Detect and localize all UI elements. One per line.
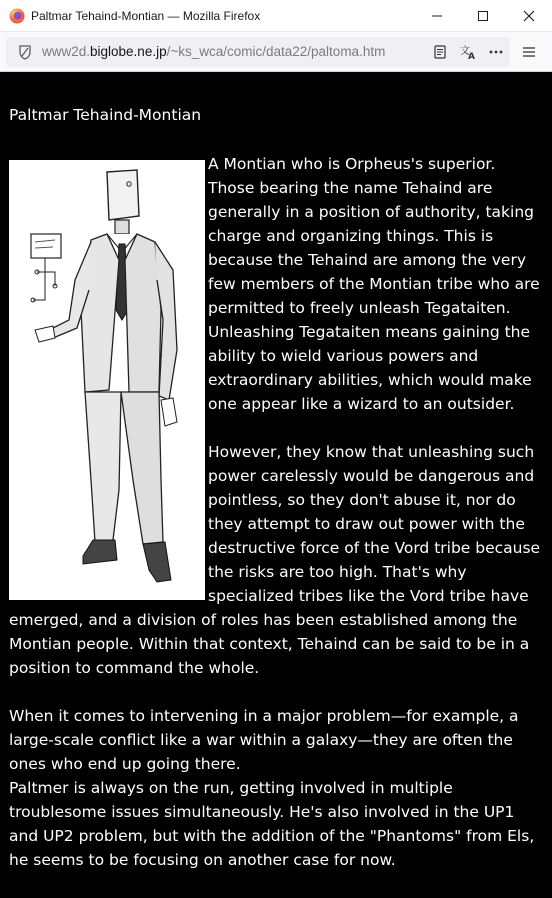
more-actions-button[interactable]	[482, 38, 510, 66]
window-title: Paltmar Tehaind-Montian — Mozilla Firefox	[31, 8, 261, 23]
svg-text:文: 文	[460, 45, 470, 57]
url-text[interactable]: www2d.biglobe.ne.jp/~ks_wca/comic/data22/paltoma.htm	[42, 44, 386, 59]
reader-view-button[interactable]	[426, 38, 454, 66]
svg-text:A: A	[468, 51, 475, 60]
minimize-button[interactable]	[414, 0, 460, 32]
description-paragraph-4: Paltmer is always on the run, getting involved in multiple troublesome issues simultaneously. He's also involved in the UP1 and UP2 problem, but with the addition of the "Phantoms" from Els, he seems to be focusing on another case for now.	[9, 779, 535, 869]
title-bar	[0, 0, 552, 32]
firefox-logo-icon	[9, 8, 25, 24]
url-bar[interactable]	[6, 37, 510, 67]
app-menu-button[interactable]	[512, 35, 546, 69]
menu-icon	[521, 44, 537, 60]
description-paragraph-2: However, they know that unleashing such power carelessly would be dangerous and pointless, so they don't abuse it, nor do they attempt to draw out power with the destructive force of the Vord tribe because the risks are too high. That's why specialized tribes like the Vord tribe have emerged, and a division of roles has been established among the Montian people. Within that context, Tehaind can be said to be in a position to command the whole.	[9, 443, 541, 677]
description-paragraph-3: When it comes to intervening in a major problem—for example, a large-scale conflict like a war within a galaxy—they are often the ones who end up going there.	[9, 707, 519, 773]
nav-bar	[0, 32, 552, 72]
page-content	[0, 72, 552, 898]
maximize-button[interactable]	[460, 0, 506, 32]
close-button[interactable]	[506, 0, 552, 32]
translate-icon	[459, 44, 477, 60]
maximize-icon	[477, 10, 489, 22]
description-paragraph-1: A Montian who is Orpheus's superior. Those bearing the name Tehaind are generally in a position of authority, taking charge and organizing things. This is because the Tehaind are among the very few members of the Montian tribe who are permitted to freely unleash Tegataiten. Unleashing Tegataiten means gaining the ability to wield various powers and extraordinary abilities, which would make one appear like a wizard to an outsider.	[208, 155, 540, 413]
character-illustration	[9, 160, 205, 600]
translate-button[interactable]	[454, 38, 482, 66]
reader-view-icon	[432, 44, 448, 60]
close-icon	[523, 10, 535, 22]
more-actions-icon	[488, 44, 504, 60]
site-info-icon[interactable]	[14, 41, 36, 63]
minimize-icon	[431, 10, 443, 22]
page-title: Paltmar Tehaind-Montian	[9, 106, 202, 124]
